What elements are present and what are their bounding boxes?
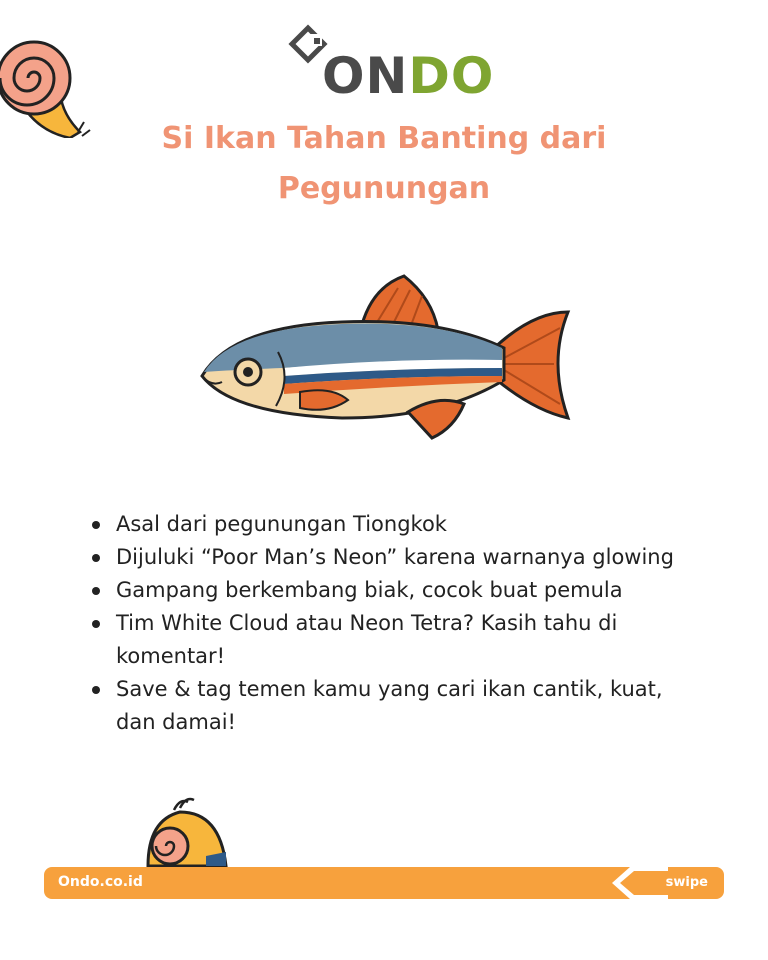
page-title: Si Ikan Tahan Banting dari Pegunungan	[161, 121, 607, 206]
snail-illustration-top	[0, 18, 92, 138]
footer-bar	[44, 867, 724, 899]
bullet-list	[90, 508, 700, 739]
fish-illustration	[192, 268, 576, 444]
bullet-item: Tim White Cloud atau Neon Tetra? Kasih tahu di komentar!	[90, 607, 700, 673]
bullet-item: Gampang berkembang biak, cocok buat pemula	[90, 574, 700, 607]
logo-wordmark	[322, 46, 494, 106]
swipe-arrow-icon[interactable]	[608, 867, 668, 899]
bullet-item: Dijuluki “Poor Man’s Neon” karena warnanya glowing	[90, 541, 700, 574]
bullet-item: Asal dari pegunungan Tiongkok	[90, 508, 700, 541]
logo-text-dark: ON	[322, 47, 409, 105]
snail-illustration-bottom	[140, 796, 232, 868]
ondo-logo	[288, 24, 495, 105]
bullet-item: Save & tag temen kamu yang cari ikan cantik, kuat, dan damai!	[90, 673, 700, 739]
swipe-label[interactable]: swipe	[665, 875, 708, 890]
footer-url[interactable]: Ondo.co.id	[58, 874, 143, 890]
logo-text-green: DO	[408, 47, 495, 105]
